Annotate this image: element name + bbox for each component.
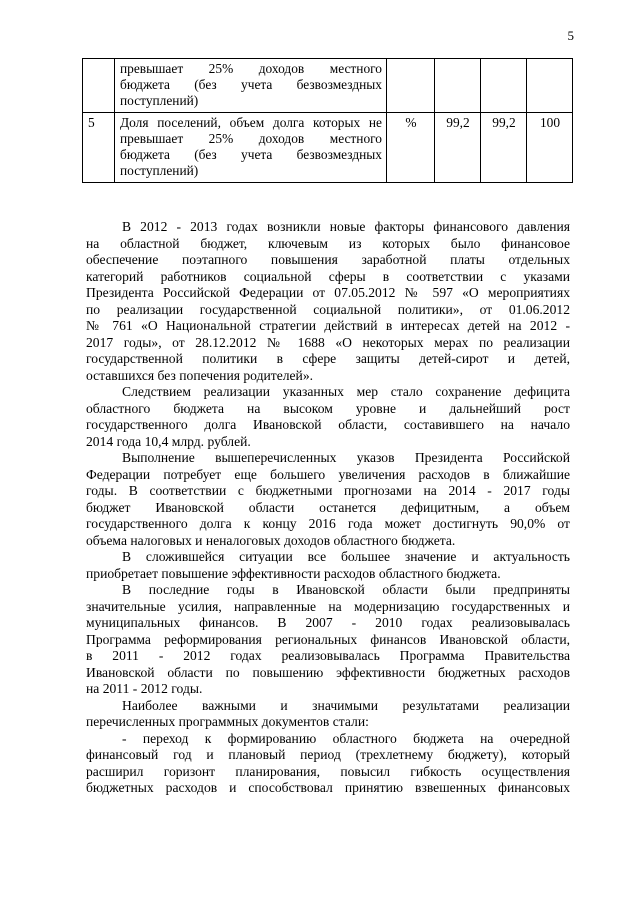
page-number: 5 [567,28,574,43]
paragraph-line: бюджетных расходов и способствовал принятию взвешенных финансовых [86,780,570,795]
paragraph-line: 2017 годы», от 28.12.2012 № 1688 «О некоторых мерах по реализации [86,334,570,350]
paragraph-line: государственной политики в сфере защиты детей-сирот и детей, [86,351,570,366]
paragraph-line: муниципальных финансов. В 2007 - 2010 годах реализовывалась [86,615,570,630]
paragraph-line: Следствием реализации указанных мер стало сохранение дефицита [122,384,570,399]
paragraph [86,219,570,384]
indicator-name-line: бюджета (без учета безвозмездных [120,77,382,92]
paragraph-line: Программа реформирования региональных финансов Ивановской области, [86,631,570,647]
indicator-name-line: превышает 25% доходов местного [120,131,382,146]
paragraph [86,384,570,450]
indicator-name-line: поступлений) [120,93,199,108]
value-cell-3: 100 [527,113,573,183]
table-row [83,113,573,183]
indicator-table [82,58,573,183]
value-cell-2 [481,59,527,113]
value-cell-1 [435,59,481,113]
indicator-name-cell [115,59,387,113]
paragraph-line: оставшихся без попечения родителей». [86,367,314,383]
paragraph-line: Выполнение вышеперечисленных указов Президента Российской [122,450,570,465]
paragraph-line: - переход к формированию областного бюджета на очередной [122,730,570,746]
paragraph-line: областного бюджета на высоком уровне и дальнейший рост [86,400,570,416]
paragraph-line: 2014 года 10,4 млрд. рублей. [86,433,251,449]
unit-cell [387,59,435,113]
paragraph-line: государственного долга к концу 2016 года может достигнуть 90,0% от [86,516,570,531]
paragraph-line: обеспечение поэтапного повышения заработной платы отдельных [86,252,570,267]
paragraph-line: финансовый год и плановый период (трехлетнему бюджету), который [86,747,570,762]
paragraph-line: на 2011 - 2012 годы. [86,681,203,696]
paragraph-line: перечисленных программных документов стали: [86,714,369,729]
paragraph [86,698,570,731]
paragraph-line: Федерации потребует еще большего увеличения расходов в ближайшие [86,466,570,482]
paragraph-line: на областной бюджет, ключевым из которых было финансовое [86,235,570,251]
paragraph-line: по реализации государственной социальной политики», от 01.06.2012 [86,301,570,317]
unit-cell: % [387,113,435,183]
paragraph-line: бюджет Ивановской области останется дефицитным, а объем [86,499,570,515]
indicator-name-cell [115,113,387,183]
paragraph-line: В 2012 - 2013 годах возникли новые факторы финансового давления [122,219,570,234]
paragraph-line: приобретает повышение эффективности расходов областного бюджета. [86,565,501,581]
paragraph-line: годы. В соответствии с бюджетными прогнозами на 2014 - 2017 годы [86,483,570,498]
table-row [83,59,573,113]
paragraph-line: № 761 «О Национальной стратегии действий в интересах детей на 2012 - [86,318,570,333]
body-text [86,219,570,797]
paragraph-line: категорий работников социальной сферы в соответствии с указами [86,268,570,284]
indicator-name-line: превышает 25% доходов местного [120,61,382,76]
indicator-name-line: бюджета (без учета безвозмездных [120,147,382,162]
paragraph-line: в 2011 - 2012 годах реализовывалась Программа Правительства [86,648,570,663]
paragraph-line: В сложившейся ситуации все большее значение и актуальность [122,549,570,564]
paragraph-line: В последние годы в Ивановской области были предприняты [122,582,570,597]
paragraph [86,549,570,582]
paragraph-line: Ивановской области по повышению эффективности бюджетных расходов [86,664,570,680]
paragraph-line: расширил горизонт планирования, повысил гибкость осуществления [86,763,570,779]
paragraph-line: Наиболее важными и значимыми результатами реализации [122,697,570,713]
value-cell-2: 99,2 [481,113,527,183]
paragraph-line: Президента Российской Федерации от 07.05.2012 № 597 «О мероприятиях [86,285,570,300]
row-number-cell [83,59,115,113]
paragraph-line: государственного долга Ивановской области, составившего на начало [86,417,570,432]
indicator-name-line: Доля поселений, объем долга которых не [120,115,382,130]
paragraph [86,731,570,797]
paragraph-line: объема налоговых и неналоговых доходов областного бюджета. [86,532,456,548]
value-cell-3 [527,59,573,113]
paragraph [86,450,570,549]
row-number-cell: 5 [83,113,115,183]
paragraph-line: значительные усилия, направленные на модернизацию государственных и [86,598,570,614]
value-cell-1: 99,2 [435,113,481,183]
indicator-name-line: поступлений) [120,163,199,178]
paragraph [86,582,570,698]
